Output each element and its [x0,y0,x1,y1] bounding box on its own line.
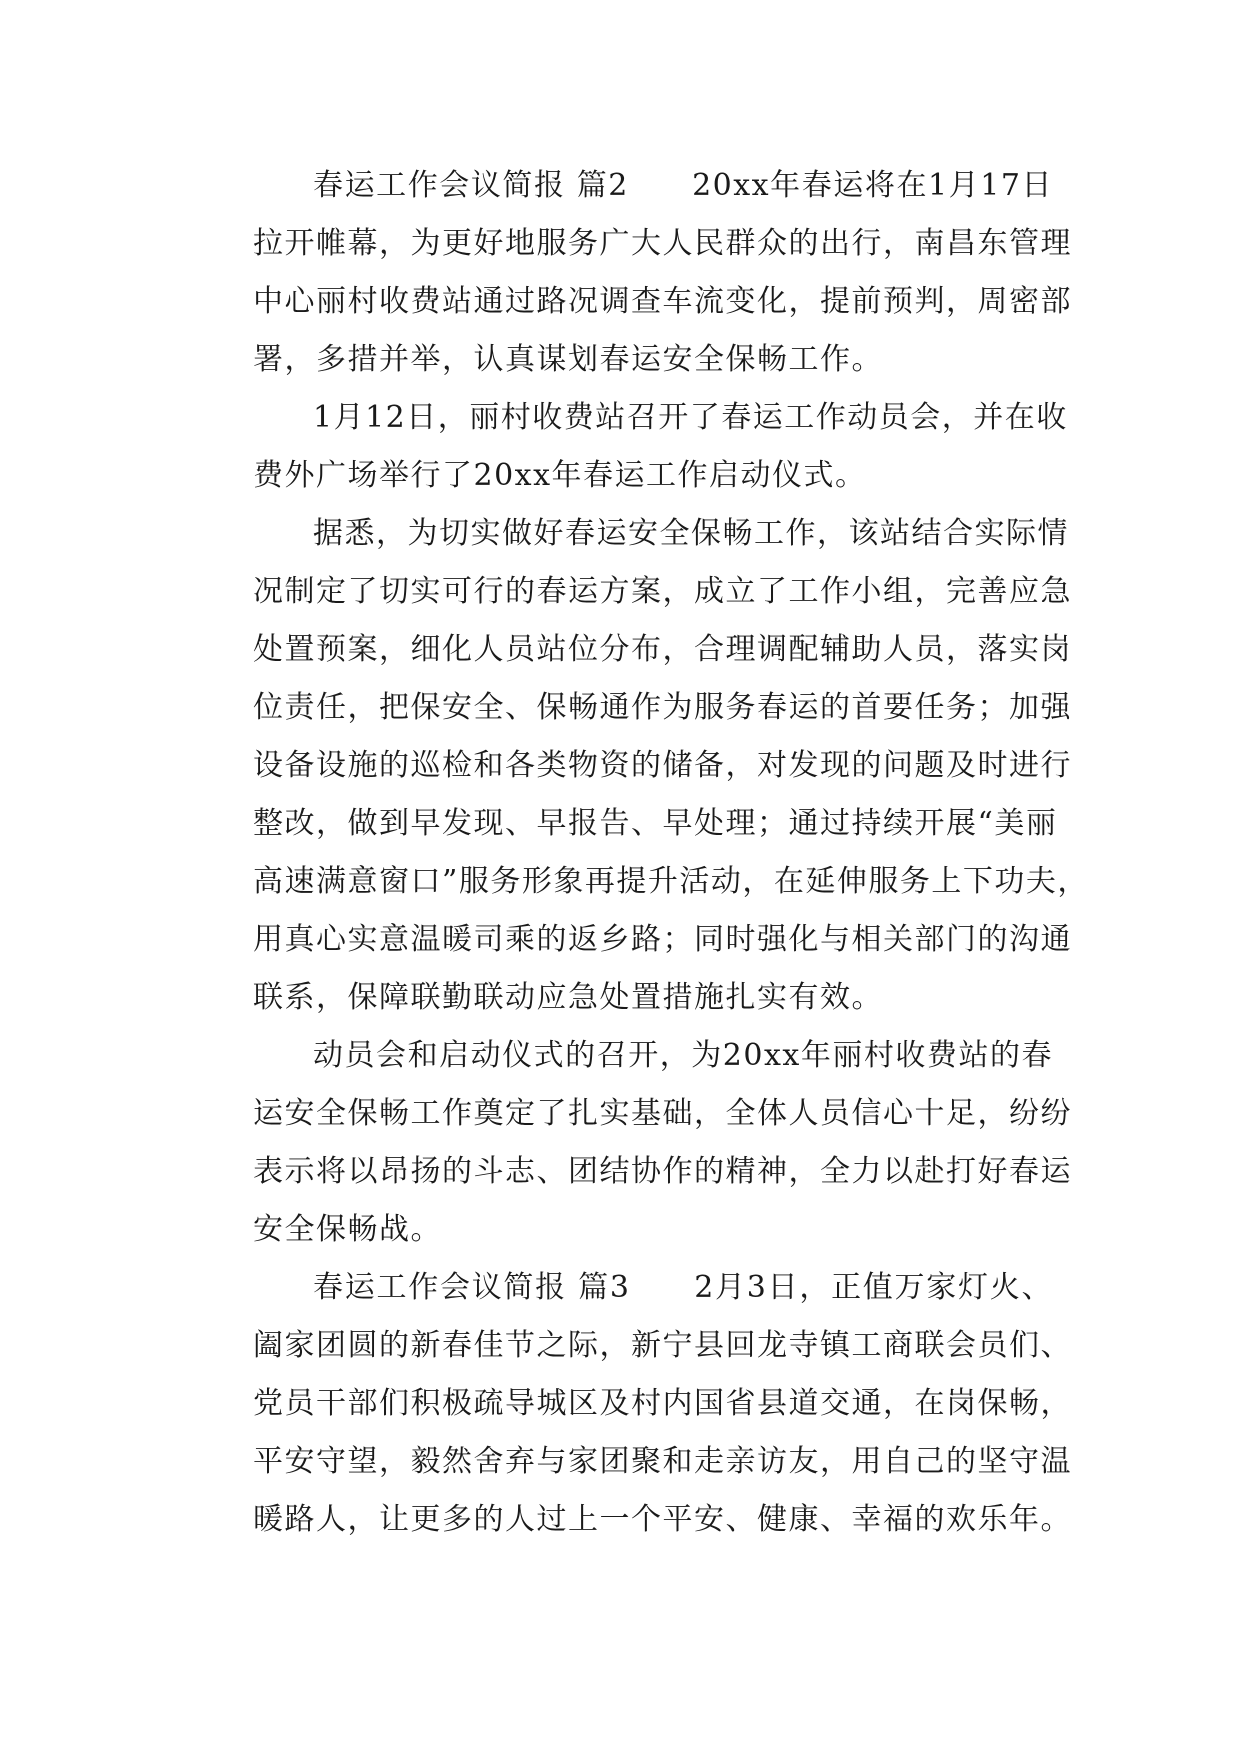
text-line: 联系，保障联勤联动应急处置措施扎实有效。 [253,980,883,1015]
document-body [193,157,1089,1549]
paragraph-4 [193,1027,1072,1259]
text-line: 1月12日，丽村收费站召开了春运工作动员会，并在收 [313,400,1068,435]
paragraph-2 [193,389,1068,505]
text-line: 表示将以昂扬的斗志、团结协作的精神，全力以赴打好春运 [253,1154,1072,1189]
text-line: 春运工作会议简报 篇3 2月3日，正值万家灯火、 [313,1270,1053,1305]
text-line: 阖家团圆的新春佳节之际，新宁县回龙寺镇工商联会员们、 [253,1328,1072,1363]
text-line: 中心丽村收费站通过路况调查车流变化，提前预判，周密部 [253,284,1072,319]
paragraph-1 [193,157,1072,389]
text-line: 位责任，把保安全、保畅通作为服务春运的首要任务；加强 [253,690,1072,725]
text-line: 党员干部们积极疏导城区及村内国省县道交通，在岗保畅， [253,1386,1072,1421]
text-line: 高速满意窗口”服务形象再提升活动，在延伸服务上下功夫， [253,864,1089,899]
text-line: 署，多措并举，认真谋划春运安全保畅工作。 [253,342,883,377]
text-line: 设备设施的巡检和各类物资的储备，对发现的问题及时进行 [253,748,1072,783]
text-line: 用真心实意温暖司乘的返乡路；同时强化与相关部门的沟通 [253,922,1072,957]
text-line: 据悉，为切实做好春运安全保畅工作，该站结合实际情 [313,516,1069,551]
text-line: 安全保畅战。 [253,1212,442,1247]
text-line: 况制定了切实可行的春运方案，成立了工作小组，完善应急 [253,574,1072,609]
paragraph-3 [193,505,1089,1027]
text-line: 春运工作会议简报 篇2 20xx年春运将在1月17日 [313,168,1053,203]
paragraph-5 [193,1259,1072,1549]
text-line: 处置预案，细化人员站位分布，合理调配辅助人员，落实岗 [253,632,1072,667]
text-line: 拉开帷幕，为更好地服务广大人民群众的出行，南昌东管理 [253,226,1072,261]
text-line: 运安全保畅工作奠定了扎实基础，全体人员信心十足，纷纷 [253,1096,1072,1131]
text-line: 动员会和启动仪式的召开，为20xx年丽村收费站的春 [313,1038,1053,1073]
text-line: 整改，做到早发现、早报告、早处理；通过持续开展“美丽 [253,806,1058,841]
text-line: 费外广场举行了20xx年春运工作启动仪式。 [253,458,867,493]
text-line: 平安守望，毅然舍弃与家团聚和走亲访友，用自己的坚守温 [253,1444,1072,1479]
text-line: 暖路人，让更多的人过上一个平安、健康、幸福的欢乐年。 [253,1502,1072,1537]
